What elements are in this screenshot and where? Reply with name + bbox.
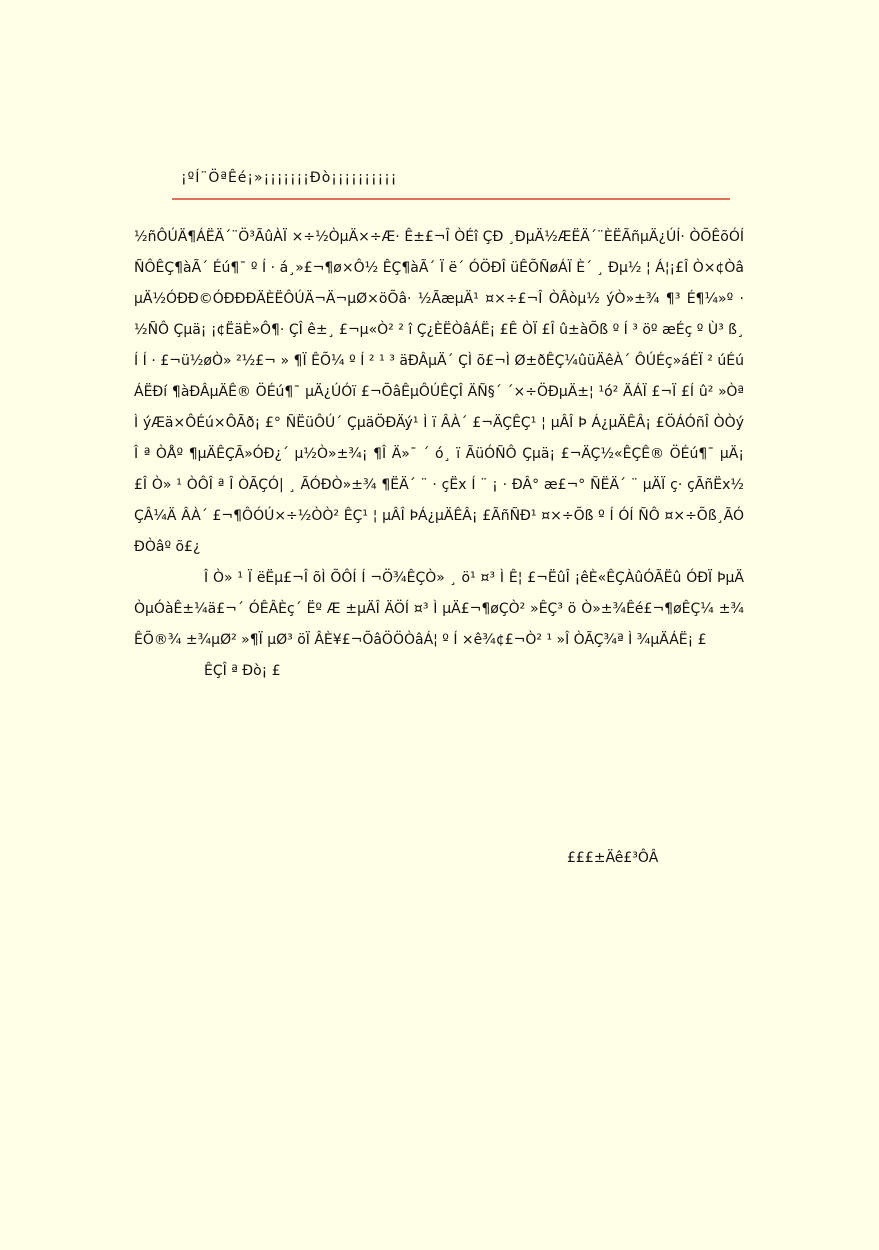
- paragraph-2: Î Ò» ¹ Ï ëËµ£¬Î õÌ ÕÔÍ Í ¬Ö¾ÊÇÒ» ¸ ö¹ ¤³ Ì Ê¦ £¬ËûÎ ¡êÈ«ÊÇÀûÓÃËû ÓÐÏ ÞµÄÒµÓàÊ±¼ä£¬´ ÓÊÂÈç´ Ëº Æ ±µÄÎ ÄÖÍ ¤³ Ì µÄ£¬¶øÇÒ² »ÊÇ³ ö Ò»±¾Êé£¬¶øÊÇ¼ ±¾ÊÕ®¾ ±¾µØ² »¶Ï µØ³ öÏ ÂÈ¥£¬ÕâÖÖÒâÁ¦ º Í ×ê¾¢£¬Ò² ¹ »Î ÒÃÇ¾ª Ì ¾µÄÁË¡ £: [134, 570, 744, 648]
- body-text: [134, 222, 744, 687]
- running-header: ¡ºÍ¨ÖªÊé¡»¡¡¡¡¡¡¡Ðò¡¡¡¡¡¡¡¡¡¡: [181, 170, 398, 186]
- paragraph-1: ½ñÔÚÄ¶ÁËÄ´¨Ö³ÃûÀÏ ×÷½ÒµÄ×÷Æ· Ê±£¬Î ÒÉî ÇÐ ¸ÐµÄ½ÆËÄ´¨ÈËÃñµÄ¿ÚÍ· ÒÕÊõÓÍ ÑÔÊÇ¶àÃ´ Éú¶¯ º Í · á¸»£¬¶ø×Ô½ ÊÇ¶àÃ´ Ï ë´ ÓÖÐÎ üÊÕÑøÁÏ È´ ¸ Ðµ½ ¦ Á¦¡£Î Ò×¢ÒâµÄ½ÓÐÐ©ÓÐÐÐÄÈËÔÚÄ¬Ä¬µØ×öÕâ· ½ÃæµÄ¹ ¤×÷£¬Î ÒÂòµ½ ýÒ»±¾ ¶³ É¶¼»º · ½ÑÔ Çµä¡ ¡¢ËäÈ»Ô¶· ÇÎ ê±¸ £¬µ«Ò² ² î Ç¿ÈËÒâÁË¡ £Ê ÒÏ £Î û±àÕß º Í ³ öº æÉç º Ù³ ß¸ Í Í · £¬ü½øÒ» ²½£¬ » ¶Ï ÊÕ¼ º Í ² ¹ ³ äÐÂµÄ´ ÇÌ õ£¬Ì Ø±ðÊÇ¼ûüÄêÀ´ ÔÚÉç»áÉÏ ² úÉúÁËÐí ¶àÐÂµÄÊ® ÖÉú¶¯ µÄ¿ÚÓï £¬ÕâÊµÔÚÊÇÎ ÄÑ§´ ´×÷ÖÐµÄ±¦ ¹ó² ÄÁÏ £¬Ï £Í û² »Òª Ì ýÆä×ÔÉú×ÔÃð¡ £° ÑËüÔÚ´ ÇµäÖÐÄý¹ Ì ï ÂÀ´ £¬ÄÇÊÇ¹ ¦ µÂÎ Þ Á¿µÄÊÂ¡ £ÖÁÓñÎ ÒÒý Î ª ÒÅº ¶µÄÊÇÃ»ÓÐ¿´ µ½Ò»±¾¡ ¶Î Ä»¯ ´ ó¸ ï ÃüÓÑÔ Çµä¡ £¬ÄÇ½«ÊÇÊ® ÖÉú¶¯ µÄ¡ £Î Ò» ¹ ÒÔÎ ª Î ÒÃÇÓ| ¸ ÃÓÐÒ»±¾ ¶ËÄ´ ¨ · çËx Í ¨ ¡ · ÐÂ° æ£¬° ÑËÄ´ ¨ µÄÏ ç· çÃñËx½ÇÂ¼Ä ÂÀ´ £¬¶ÔÓÚ×÷½ÒÒ² ÊÇ¹ ¦ µÂÎ ÞÁ¿µÄÊÂ¡ £ÃñÑÐ¹ ¤×÷Õß º Í ÓÍ ÑÔ ¤×÷Õß¸ÃÓÐÒâº õ£¿: [134, 229, 744, 555]
- signature-date: £££±Äê£³ÔÂ: [567, 850, 659, 866]
- paragraph-3: ÊÇÎ ª Ðò¡ £: [204, 663, 281, 679]
- header-divider: [172, 198, 730, 200]
